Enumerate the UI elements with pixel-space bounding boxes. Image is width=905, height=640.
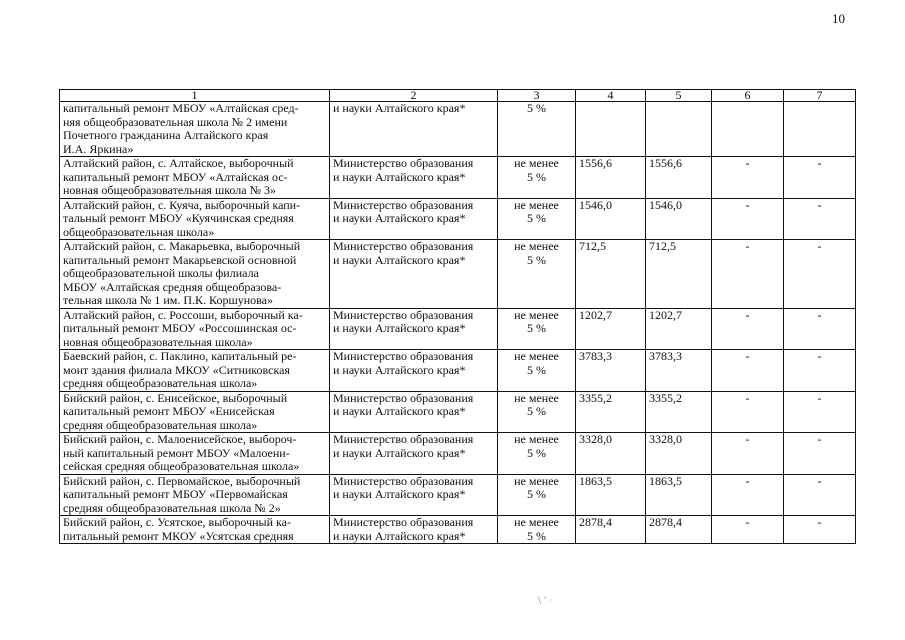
table-cell-c7: - bbox=[784, 391, 856, 433]
cell-line: Алтайский район, с. Куяча, выборочный капи- bbox=[63, 198, 301, 212]
budget-table bbox=[59, 89, 856, 544]
table-cell-c2 bbox=[330, 391, 498, 433]
table-row bbox=[60, 240, 856, 309]
cell-line: Министерство образования bbox=[333, 391, 474, 405]
table-cell-c1 bbox=[60, 102, 330, 157]
cell-line: Бийский район, с. Первомайское, выборочный bbox=[63, 474, 301, 488]
table-row bbox=[60, 433, 856, 475]
cell-line: ный капитальный ремонт МБОУ «Малоени- bbox=[63, 445, 290, 460]
table-row bbox=[60, 157, 856, 199]
cell-line: 5 % bbox=[527, 101, 546, 115]
table-cell-c6: - bbox=[712, 198, 784, 240]
table-cell-c5: 2878,4 bbox=[646, 516, 712, 544]
cell-line: Министерство образования bbox=[333, 474, 474, 488]
table-cell-c7: - bbox=[784, 198, 856, 240]
table-cell-c7: - bbox=[784, 516, 856, 544]
table-cell-c4: 3783,3 bbox=[576, 350, 646, 392]
table-cell-c7: - bbox=[784, 157, 856, 199]
table-cell-c2 bbox=[330, 350, 498, 392]
column-header: 3 bbox=[498, 90, 576, 102]
cell-line: питальный ремонт МКОУ «Усятская средняя bbox=[63, 528, 294, 543]
cell-line: няя общеобразовательная школа № 2 имени bbox=[63, 114, 288, 129]
table-cell-c7: - bbox=[784, 350, 856, 392]
table-cell-c1 bbox=[60, 198, 330, 240]
table-row bbox=[60, 198, 856, 240]
page-number: 10 bbox=[832, 11, 845, 26]
cell-line: питальный ремонт МБОУ «Россошинская ос- bbox=[63, 321, 297, 335]
cell-line: Алтайский район, с. Алтайское, выборочный bbox=[63, 156, 294, 170]
table-cell-c7: - bbox=[784, 240, 856, 309]
cell-line: 5 % bbox=[527, 169, 546, 184]
cell-line: Министерство образования bbox=[333, 239, 474, 253]
table-row bbox=[60, 102, 856, 157]
table-cell-c4: 2878,4 bbox=[576, 516, 646, 544]
table-cell-c4 bbox=[576, 102, 646, 157]
column-header: 5 bbox=[646, 90, 712, 102]
cell-line: и науки Алтайского края* bbox=[333, 528, 466, 543]
cell-line: не менее bbox=[514, 239, 559, 253]
cell-line: Министерство образования bbox=[333, 156, 474, 170]
cell-line: капитальный ремонт МБОУ «Енисейская bbox=[63, 404, 275, 418]
cell-line: Министерство образования bbox=[333, 349, 474, 363]
cell-line: средняя общеобразовательная школа» bbox=[63, 417, 258, 432]
table-cell-c2 bbox=[330, 474, 498, 516]
table-cell-c7: - bbox=[784, 474, 856, 516]
table-cell-c5 bbox=[646, 102, 712, 157]
cell-line: Бийский район, с. Малоенисейское, выбороч- bbox=[63, 432, 297, 446]
cell-line: Почетного гражданина Алтайского края bbox=[63, 128, 269, 142]
cell-line: 5 % bbox=[527, 528, 546, 543]
table-cell-c6: - bbox=[712, 157, 784, 199]
table-cell-c2 bbox=[330, 433, 498, 475]
table-cell-c3 bbox=[498, 198, 576, 240]
table-cell-c1 bbox=[60, 516, 330, 544]
table-cell-c2 bbox=[330, 102, 498, 157]
table-cell-c6: - bbox=[712, 433, 784, 475]
table-cell-c5: 712,5 bbox=[646, 240, 712, 309]
table-cell-c5: 1202,7 bbox=[646, 308, 712, 350]
table-cell-c1 bbox=[60, 157, 330, 199]
table-cell-c3 bbox=[498, 308, 576, 350]
cell-line: 5 % bbox=[527, 404, 546, 418]
table-cell-c3 bbox=[498, 350, 576, 392]
cell-line: Министерство образования bbox=[333, 198, 474, 212]
cell-line: капитальный ремонт Макарьевской основной bbox=[63, 252, 297, 267]
cell-line: средняя общеобразовательная школа № 2» bbox=[63, 500, 281, 515]
table-cell-c3 bbox=[498, 516, 576, 544]
table-cell-c7: - bbox=[784, 433, 856, 475]
table-cell-c7 bbox=[784, 102, 856, 157]
cell-line: не менее bbox=[514, 515, 559, 529]
table-cell-c2 bbox=[330, 157, 498, 199]
header-row bbox=[60, 90, 856, 102]
column-header: 6 bbox=[712, 90, 784, 102]
table-cell-c3 bbox=[498, 433, 576, 475]
cell-line: и науки Алтайского края* bbox=[333, 404, 466, 418]
table-cell-c5: 1546,0 bbox=[646, 198, 712, 240]
cell-line: Баевский район, с. Паклино, капитальный ре- bbox=[63, 349, 297, 363]
table-cell-c6: - bbox=[712, 240, 784, 309]
table-cell-c6: - bbox=[712, 474, 784, 516]
cell-line: Министерство образования bbox=[333, 432, 474, 446]
table-cell-c4: 712,5 bbox=[576, 240, 646, 309]
table-cell-c2 bbox=[330, 198, 498, 240]
table-cell-c4: 3355,2 bbox=[576, 391, 646, 433]
cell-line: И.А. Яркина» bbox=[63, 141, 134, 156]
cell-line: 5 % bbox=[527, 252, 546, 267]
cell-line: не менее bbox=[514, 198, 559, 212]
cell-line: монт здания филиала МКОУ «Ситниковская bbox=[63, 362, 290, 377]
column-header: 4 bbox=[576, 90, 646, 102]
cell-line: тельная школа № 1 им. П.К. Коршунова» bbox=[63, 293, 273, 307]
cell-line: 5 % bbox=[527, 211, 546, 225]
table-cell-c2 bbox=[330, 516, 498, 544]
table-cell-c4: 1863,5 bbox=[576, 474, 646, 516]
cell-line: не менее bbox=[514, 156, 559, 170]
table-cell-c5: 1556,6 bbox=[646, 157, 712, 199]
cell-line: 5 % bbox=[527, 445, 546, 460]
cell-line: Министерство образования bbox=[333, 308, 474, 322]
table-cell-c6: - bbox=[712, 350, 784, 392]
table-cell-c3 bbox=[498, 102, 576, 157]
cell-line: общеобразовательная школа» bbox=[63, 224, 215, 239]
table-cell-c3 bbox=[498, 391, 576, 433]
table-cell-c5: 3355,2 bbox=[646, 391, 712, 433]
table-cell-c5: 1863,5 bbox=[646, 474, 712, 516]
cell-line: средняя общеобразовательная школа» bbox=[63, 376, 258, 390]
cell-line: капитальный ремонт МБОУ «Первомайская bbox=[63, 487, 288, 501]
cell-line: Министерство образования bbox=[333, 515, 474, 529]
table-row bbox=[60, 350, 856, 392]
cell-line: новная общеобразовательная школа» bbox=[63, 334, 253, 349]
cell-line: и науки Алтайского края* bbox=[333, 487, 466, 501]
cell-line: и науки Алтайского края* bbox=[333, 362, 466, 377]
cell-line: и науки Алтайского края* bbox=[333, 101, 466, 115]
table-cell-c3 bbox=[498, 240, 576, 309]
cell-line: 5 % bbox=[527, 362, 546, 377]
table-row bbox=[60, 391, 856, 433]
cell-line: общеобразовательной школы филиала bbox=[63, 266, 259, 280]
table-cell-c1 bbox=[60, 350, 330, 392]
table-cell-c2 bbox=[330, 240, 498, 309]
table-cell-c7: - bbox=[784, 308, 856, 350]
table-cell-c5: 3328,0 bbox=[646, 433, 712, 475]
cell-line: МБОУ «Алтайская средняя общеобразова- bbox=[63, 279, 282, 294]
table-cell-c6: - bbox=[712, 391, 784, 433]
cell-line: и науки Алтайского края* bbox=[333, 252, 466, 267]
cell-line: не менее bbox=[514, 474, 559, 488]
scan-artifact: \ ' · bbox=[538, 596, 553, 606]
table-cell-c4: 1546,0 bbox=[576, 198, 646, 240]
cell-line: и науки Алтайского края* bbox=[333, 211, 466, 225]
table-row bbox=[60, 308, 856, 350]
cell-line: 5 % bbox=[527, 321, 546, 335]
cell-line: сейская средняя общеобразовательная школа» bbox=[63, 459, 300, 473]
cell-line: Бийский район, с. Енисейское, выборочный bbox=[63, 391, 288, 405]
table-cell-c1 bbox=[60, 433, 330, 475]
cell-line: тальный ремонт МБОУ «Куячинская средняя bbox=[63, 211, 294, 225]
cell-line: не менее bbox=[514, 308, 559, 322]
table-cell-c4: 1556,6 bbox=[576, 157, 646, 199]
cell-line: не менее bbox=[514, 391, 559, 405]
table-cell-c6: - bbox=[712, 308, 784, 350]
table-cell-c4: 3328,0 bbox=[576, 433, 646, 475]
cell-line: новная общеобразовательная школа № 3» bbox=[63, 183, 277, 197]
cell-line: капитальный ремонт МБОУ «Алтайская сред- bbox=[63, 101, 299, 115]
cell-line: Бийский район, с. Усятское, выборочный ка- bbox=[63, 515, 291, 529]
table-cell-c1 bbox=[60, 391, 330, 433]
cell-line: не менее bbox=[514, 432, 559, 446]
column-header: 1 bbox=[60, 90, 330, 102]
table-row bbox=[60, 474, 856, 516]
table-cell-c2 bbox=[330, 308, 498, 350]
table-cell-c4: 1202,7 bbox=[576, 308, 646, 350]
table-row bbox=[60, 516, 856, 544]
table-cell-c5: 3783,3 bbox=[646, 350, 712, 392]
table-cell-c3 bbox=[498, 474, 576, 516]
table-cell-c3 bbox=[498, 157, 576, 199]
cell-line: и науки Алтайского края* bbox=[333, 445, 466, 460]
cell-line: Алтайский район, с. Макарьевка, выборочный bbox=[63, 239, 301, 253]
cell-line: и науки Алтайского края* bbox=[333, 169, 466, 184]
cell-line: не менее bbox=[514, 349, 559, 363]
cell-line: и науки Алтайского края* bbox=[333, 321, 466, 335]
table-cell-c1 bbox=[60, 308, 330, 350]
table-cell-c6: - bbox=[712, 516, 784, 544]
cell-line: Алтайский район, с. Россоши, выборочный ка- bbox=[63, 308, 303, 322]
cell-line: 5 % bbox=[527, 487, 546, 501]
column-header: 7 bbox=[784, 90, 856, 102]
table-cell-c6 bbox=[712, 102, 784, 157]
column-header: 2 bbox=[330, 90, 498, 102]
table-cell-c1 bbox=[60, 240, 330, 309]
cell-line: капитальный ремонт МБОУ «Алтайская ос- bbox=[63, 169, 288, 184]
table-cell-c1 bbox=[60, 474, 330, 516]
